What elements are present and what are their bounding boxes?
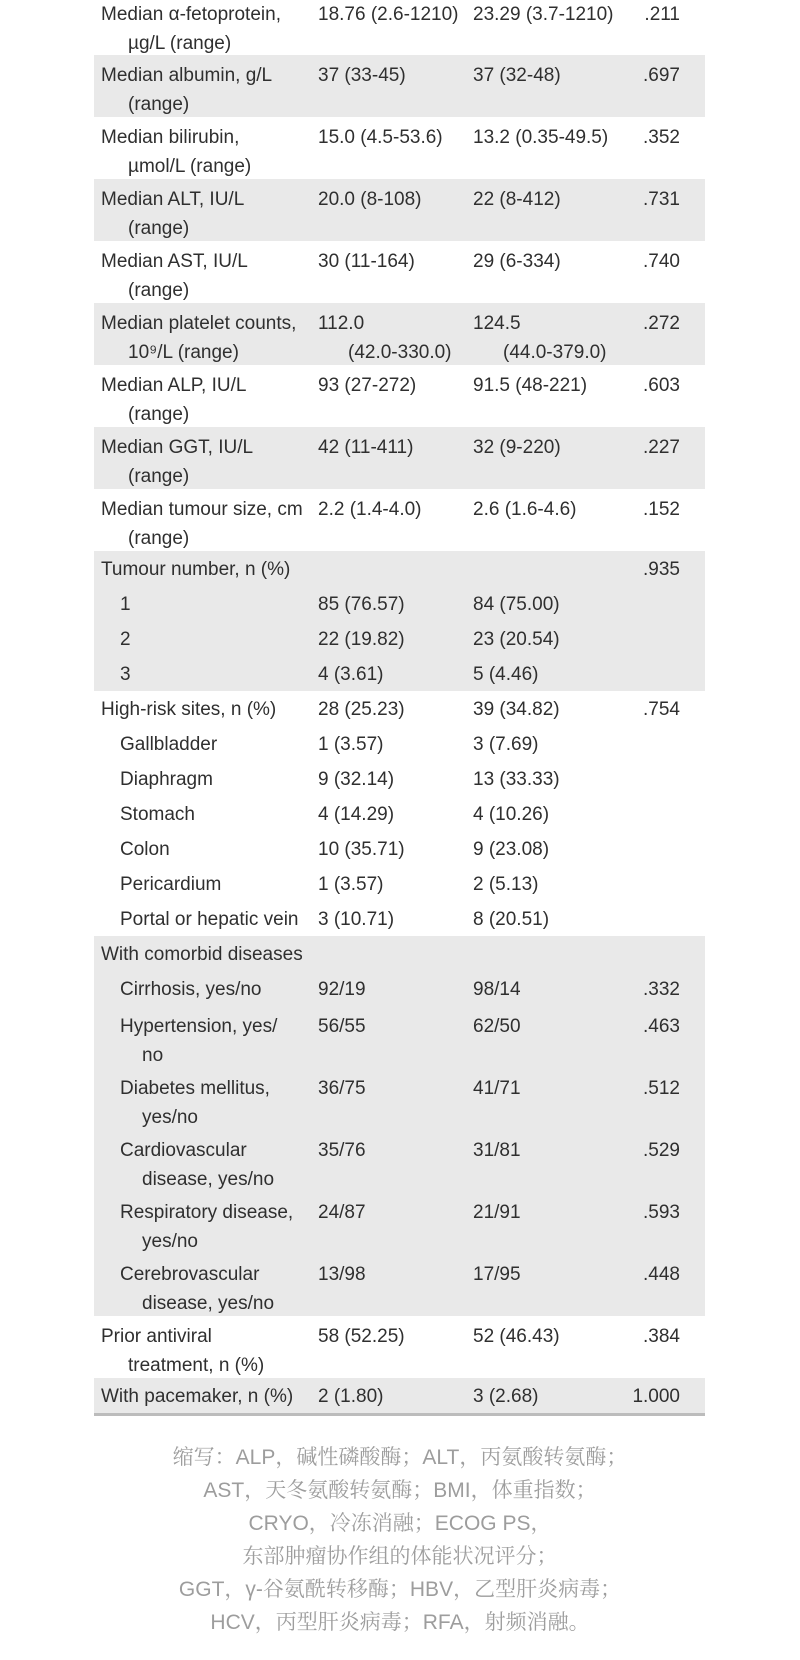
group2-value: 2.6 (1.6-4.6) (473, 499, 577, 520)
table-row (94, 831, 705, 866)
p-value (628, 835, 705, 866)
table-row (94, 1192, 705, 1254)
p-value: .211 (644, 4, 680, 25)
group1-value: 3 (10.71) (318, 909, 395, 930)
p-value: .384 (643, 1326, 680, 1347)
footnote-line: HCV，丙型肝炎病毒；RFA，射频消融。 (210, 1611, 590, 1634)
group2-value: 4 (10.26) (473, 804, 550, 825)
table-row (94, 621, 705, 656)
table-row (94, 1316, 705, 1378)
row-label: Cardiovascular disease, yes/no (120, 1140, 275, 1190)
row-label: Diaphragm (120, 769, 213, 790)
group1-value: 4 (3.61) (318, 664, 384, 685)
p-value (628, 730, 705, 761)
group1-value: 18.76 (2.6-1210) (318, 4, 459, 25)
p-value: .332 (643, 979, 680, 1000)
footnote-line: CRYO，冷冻消融；ECOG PS， (248, 1512, 552, 1535)
group1-value: 30 (11-164) (318, 251, 415, 272)
table-row (94, 1006, 705, 1068)
p-value: .593 (643, 1202, 680, 1223)
footnote-line: AST，天冬氨酸转氨酶；BMI，体重指数； (203, 1479, 597, 1502)
p-value (628, 660, 705, 691)
group1-value: 112.0 (42.0-330.0) (318, 313, 452, 363)
group1-value (318, 940, 473, 971)
row-label: With comorbid diseases (101, 944, 303, 965)
table-row (94, 656, 705, 691)
footnote-line: 东部肿瘤协作组的体能状况评分； (242, 1545, 558, 1568)
group1-value: 85 (76.57) (318, 594, 405, 615)
table-row (94, 866, 705, 901)
table-row (94, 241, 705, 303)
group2-value: 39 (34.82) (473, 699, 560, 720)
row-label: Median ALP, IU/L (range) (101, 375, 247, 425)
footnote-line: 缩写：ALP，碱性磷酸酶；ALT，丙氨酸转氨酶； (172, 1446, 628, 1469)
group1-value: 36/75 (318, 1078, 366, 1099)
row-label: Median albumin, g/L (range) (101, 65, 273, 115)
group2-value: 9 (23.08) (473, 839, 550, 860)
p-value: .152 (643, 499, 680, 520)
group2-value: 8 (20.51) (473, 909, 550, 930)
table-row (94, 691, 705, 726)
group2-value: 23 (20.54) (473, 629, 560, 650)
row-label: Pericardium (120, 874, 222, 895)
group1-value: 58 (52.25) (318, 1326, 405, 1347)
group1-value: 2 (1.80) (318, 1386, 384, 1407)
table-row (94, 365, 705, 427)
row-label: Respiratory disease, yes/no (120, 1202, 294, 1252)
group1-value: 13/98 (318, 1264, 366, 1285)
p-value: 1.000 (632, 1386, 680, 1407)
p-value (628, 940, 705, 971)
row-label: Colon (120, 839, 170, 860)
p-value (628, 625, 705, 656)
group2-value: 22 (8-412) (473, 189, 561, 210)
group2-value: 23.29 (3.7-1210) (473, 4, 614, 25)
group2-value (473, 940, 628, 971)
row-label: Median platelet counts, 10⁹/L (range) (101, 313, 297, 363)
group2-value: 2 (5.13) (473, 874, 539, 895)
group2-value: 13.2 (0.35-49.5) (473, 127, 609, 148)
group1-value: 22 (19.82) (318, 629, 405, 650)
row-label: With pacemaker, n (%) (101, 1386, 294, 1407)
p-value: .731 (643, 189, 680, 210)
row-label: High-risk sites, n (%) (101, 699, 277, 720)
group1-value: 92/19 (318, 979, 366, 1000)
p-value: .352 (643, 127, 680, 148)
group2-value: 91.5 (48-221) (473, 375, 588, 396)
table-body (94, 0, 705, 1416)
p-value: .697 (643, 65, 680, 86)
group2-value: 13 (33.33) (473, 769, 560, 790)
group1-value: 28 (25.23) (318, 699, 405, 720)
p-value (628, 905, 705, 936)
row-label: Portal or hepatic vein (120, 909, 299, 930)
table-row (94, 761, 705, 796)
row-label: Median α-fetoprotein, µg/L (range) (101, 4, 281, 54)
group2-value: 21/91 (473, 1202, 521, 1223)
group1-value (318, 555, 473, 586)
table-row (94, 551, 705, 586)
table-row (94, 1068, 705, 1130)
p-value: .935 (643, 559, 680, 580)
p-value: .463 (643, 1016, 680, 1037)
row-label: 3 (120, 664, 131, 685)
row-label: 1 (120, 594, 131, 615)
table-row (94, 586, 705, 621)
row-label: Diabetes mellitus, yes/no (120, 1078, 270, 1128)
p-value (628, 870, 705, 901)
group2-value: 5 (4.46) (473, 664, 539, 685)
table-row (94, 726, 705, 761)
group1-value: 37 (33-45) (318, 65, 406, 86)
row-label: Median ALT, IU/L (range) (101, 189, 245, 239)
table-row (94, 971, 705, 1006)
table-row (94, 489, 705, 551)
group1-value: 1 (3.57) (318, 734, 384, 755)
row-label: Median tumour size, cm (range) (101, 499, 303, 549)
p-value (628, 800, 705, 831)
group2-value: 98/14 (473, 979, 521, 1000)
group2-value (473, 555, 628, 586)
p-value: .512 (643, 1078, 680, 1099)
group2-value: 52 (46.43) (473, 1326, 560, 1347)
group2-value: 84 (75.00) (473, 594, 560, 615)
group1-value: 93 (27-272) (318, 375, 417, 396)
group1-value: 2.2 (1.4-4.0) (318, 499, 422, 520)
group2-value: 29 (6-334) (473, 251, 561, 272)
row-label: Cirrhosis, yes/no (120, 979, 262, 1000)
group2-value: 31/81 (473, 1140, 521, 1161)
row-label: Tumour number, n (%) (101, 559, 291, 580)
row-label: Hypertension, yes/ no (120, 1016, 278, 1066)
group2-value: 17/95 (473, 1264, 521, 1285)
group1-value: 4 (14.29) (318, 804, 395, 825)
p-value: .227 (643, 437, 680, 458)
group2-value: 41/71 (473, 1078, 521, 1099)
table-row (94, 796, 705, 831)
p-value: .754 (643, 699, 680, 720)
table-row (94, 936, 705, 971)
p-value (628, 590, 705, 621)
group2-value: 3 (2.68) (473, 1386, 539, 1407)
group2-value: 124.5 (44.0-379.0) (473, 313, 607, 363)
table-row (94, 179, 705, 241)
p-value (628, 765, 705, 796)
row-label: Prior antiviral treatment, n (%) (101, 1326, 265, 1376)
abbreviations-footnote (0, 1441, 800, 1639)
table-row (94, 1130, 705, 1192)
group1-value: 9 (32.14) (318, 769, 395, 790)
group1-value: 42 (11-411) (318, 437, 414, 458)
row-label: Median GGT, IU/L (range) (101, 437, 254, 487)
row-label: Median AST, IU/L (range) (101, 251, 248, 301)
group1-value: 35/76 (318, 1140, 366, 1161)
p-value: .740 (643, 251, 680, 272)
p-value: .272 (643, 313, 680, 334)
characteristics-table (94, 0, 705, 1416)
table-row (94, 117, 705, 179)
row-label: Cerebrovascular disease, yes/no (120, 1264, 275, 1314)
row-label: 2 (120, 629, 131, 650)
p-value: .603 (643, 375, 680, 396)
group1-value: 10 (35.71) (318, 839, 405, 860)
group1-value: 24/87 (318, 1202, 366, 1223)
group1-value: 20.0 (8-108) (318, 189, 422, 210)
group2-value: 32 (9-220) (473, 437, 561, 458)
table-row (94, 1254, 705, 1316)
group2-value: 37 (32-48) (473, 65, 561, 86)
group2-value: 62/50 (473, 1016, 521, 1037)
group1-value: 56/55 (318, 1016, 366, 1037)
p-value: .529 (643, 1140, 680, 1161)
row-label: Gallbladder (120, 734, 218, 755)
row-label: Stomach (120, 804, 195, 825)
table-row (94, 0, 705, 55)
footnote-line: GGT，γ-谷氨酰转移酶；HBV，乙型肝炎病毒； (178, 1578, 622, 1601)
table-row (94, 55, 705, 117)
table-row (94, 1378, 705, 1413)
group1-value: 1 (3.57) (318, 874, 384, 895)
row-label: Median bilirubin, µmol/L (range) (101, 127, 252, 177)
table-row (94, 901, 705, 936)
table-row (94, 427, 705, 489)
group2-value: 3 (7.69) (473, 734, 539, 755)
table-row (94, 303, 705, 365)
group1-value: 15.0 (4.5-53.6) (318, 127, 443, 148)
p-value: .448 (643, 1264, 680, 1285)
